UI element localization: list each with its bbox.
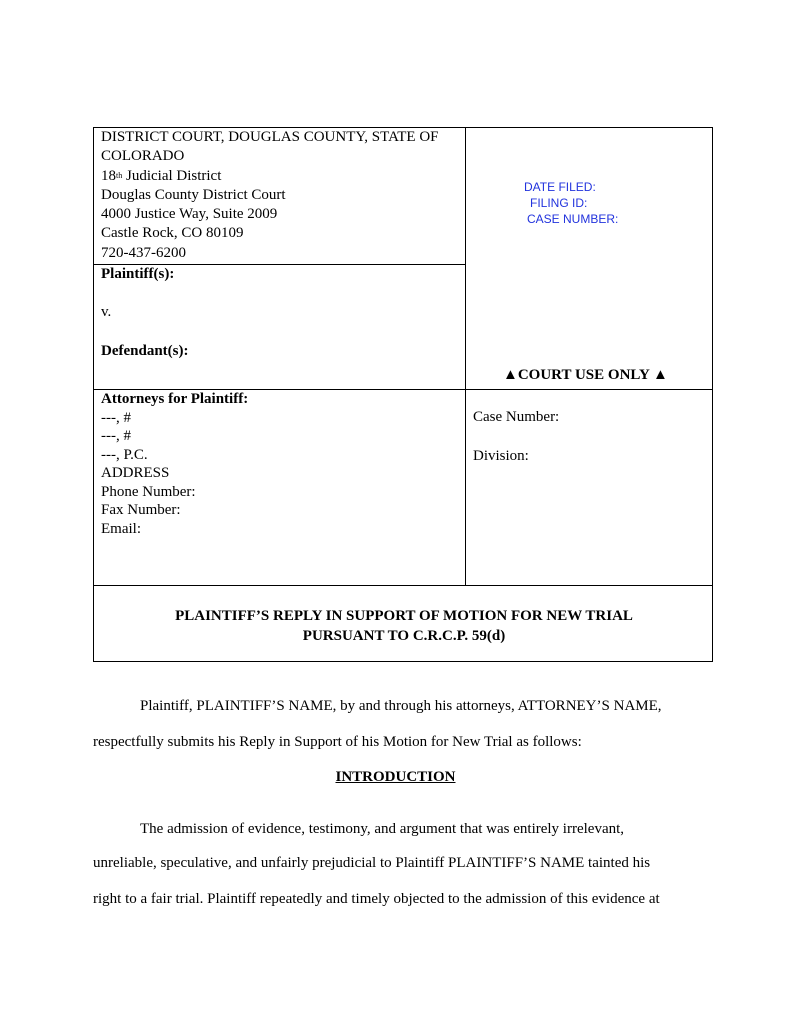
district-label: Judicial District: [122, 167, 222, 184]
division-label: Division:: [473, 448, 529, 464]
court-line1: DISTRICT COURT, DOUGLAS COUNTY, STATE OF: [101, 129, 439, 145]
district-ordinal: th: [116, 170, 123, 180]
caption-divider-title: [94, 585, 712, 586]
court-line2: COLORADO: [101, 148, 185, 165]
plaintiff-label: Plaintiff(s):: [101, 266, 175, 282]
parties-block: [101, 265, 189, 361]
attorneys-heading: Attorneys for Plaintiff:: [101, 391, 249, 407]
filing-id-label: FILING ID:: [530, 196, 588, 210]
case-number-label: Case Number:: [473, 409, 560, 425]
attorney-firm-line: ---, P.C.: [101, 446, 148, 463]
paragraph-line: right to a fair trial. Plaintiff repeatedly and timely objected to the admission of this evidence at: [93, 891, 660, 907]
court-phone: 720-437-6200: [101, 244, 186, 261]
caption-table: [93, 127, 713, 662]
court-name: Douglas County District Court: [101, 186, 286, 203]
filing-stamp: [524, 179, 618, 227]
date-filed-label: DATE FILED:: [524, 180, 596, 194]
paragraph-line: respectfully submits his Reply in Support of his Motion for New Trial as follows:: [93, 734, 582, 750]
court-use-only-label: ▲COURT USE ONLY ▲: [503, 367, 668, 383]
attorney-fax-line: Fax Number:: [101, 502, 181, 518]
defendant-label: Defendant(s):: [101, 342, 189, 359]
caption-vertical-divider: [465, 128, 466, 585]
attorneys-block: [101, 390, 248, 538]
attorney-line: ---, #: [101, 428, 131, 444]
document-title: [94, 606, 714, 646]
court-address1: 4000 Justice Way, Suite 2009: [101, 206, 278, 223]
attorney-phone-line: Phone Number:: [101, 483, 196, 500]
title-line1: PLAINTIFF’S REPLY IN SUPPORT OF MOTION FOR NEW TRIAL: [175, 608, 633, 624]
stamp-case-number-label: CASE NUMBER:: [527, 212, 619, 226]
versus-label: v.: [101, 304, 112, 321]
introduction-heading: INTRODUCTION: [335, 769, 456, 785]
court-info-block: [101, 128, 439, 263]
court-address2: Castle Rock, CO 80109: [101, 225, 244, 242]
district-number: 18: [101, 167, 116, 184]
paragraph-line: unreliable, speculative, and unfairly prejudicial to Plaintiff PLAINTIFF’S NAME tainted his: [93, 855, 651, 871]
attorney-line: ---, #: [101, 409, 131, 426]
attorney-address-line: ADDRESS: [101, 465, 170, 481]
judicial-district: [101, 167, 439, 186]
title-line2: PURSUANT TO C.R.C.P. 59(d): [302, 628, 506, 644]
paragraph-line: The admission of evidence, testimony, and argument that was entirely irrelevant,: [140, 821, 625, 837]
attorney-email-line: Email:: [101, 520, 141, 537]
case-info-block: [473, 408, 559, 466]
paragraph-line: Plaintiff, PLAINTIFF’S NAME, by and through his attorneys, ATTORNEY’S NAME,: [140, 698, 662, 714]
